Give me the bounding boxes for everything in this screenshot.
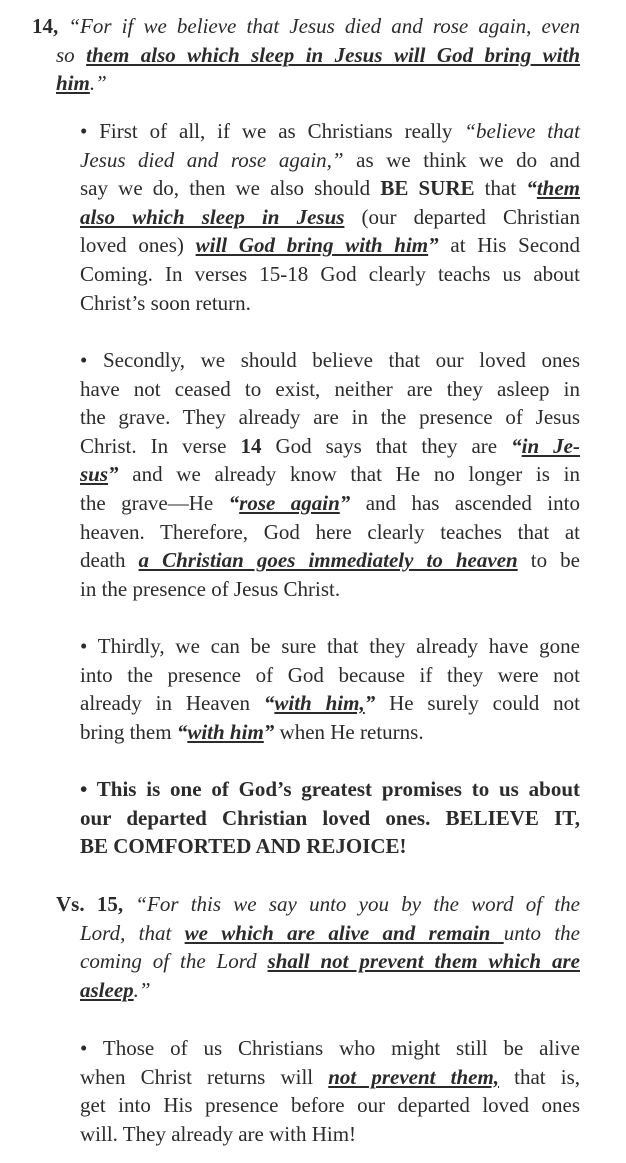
emphasis-underline: them also which sleep in Jesus will God bring with [86, 42, 580, 67]
emphasis-underline: shall not prevent them which are [267, 949, 580, 974]
verse-14-line-3: him.” [56, 71, 107, 96]
emphasis-underline: not prevent them, [328, 1064, 500, 1089]
verse-14-quote [32, 12, 580, 98]
emphasis-underline: a Christian goes immediately to heaven [138, 548, 518, 573]
emphasis-underline: sus [80, 462, 109, 487]
bullet-paragraph-2: • Secondly, we should believe that our loved ones have not ceased to exist, neither are they asleep in the grave. They already are in the presence of Jesus Christ. In verse 14 God says that they are “in Je- sus” and we already know that He no longer is in the grave—He “rose again” and has ascended into heaven. Therefore, God here clearly teaches that at death a Christian goes immediately to heaven to be in the presence of Jesus Christ. [80, 348, 580, 601]
verse-number: 14, [32, 14, 59, 38]
bullet-paragraph-3: • Thirdly, we can be sure that they already have gone into the presence of God because if they were not already in Heaven “with him,” He surely could not bring them “with him” when He returns. [80, 634, 580, 744]
bullet-paragraph-1: • First of all, if we as Christians really “believe that Jesus died and rose again,” as we think we do and say we do, then we also should BE SURE that “them also which sleep in Jesus (our departed Christian loved ones) will God bring with him” at His Second Coming. In verses 15-18 God clearly teachs us about Christ’s soon return. [80, 119, 580, 315]
emphasis-underline: also which sleep in Jesus [80, 204, 345, 229]
verse-14-line-1: 14, “For if we believe that Jesus died and rose again, even [32, 14, 580, 38]
bullet-paragraph-5: • Those of us Christians who might still be alive when Christ returns will not prevent them, that is, get into His presence before our departed loved ones will. They already are with Him! [80, 1036, 580, 1146]
emphasis-underline: with him, [274, 691, 365, 716]
verse-14-line-2: so them also which sleep in Jesus will God bring with [56, 42, 580, 67]
emphasis-underline: will God bring with him [195, 233, 429, 258]
verse-label: Vs. 15, [56, 892, 124, 916]
emphasis-underline: rose again [239, 490, 340, 515]
emphasis-underline: with him [187, 719, 264, 744]
bullet-paragraph-4: • This is one of God’s greatest promises to us about our departed Christian loved ones. BELIEVE IT, BE COMFORTED AND REJOICE! [80, 777, 580, 859]
verse-15-quote: Vs. 15, “For this we say unto you by the word of the Lord, that we which are alive and remain unto the coming of the Lord shall not prevent them which are asleep.” [56, 892, 580, 1002]
emphasis-underline: in Je- [521, 433, 580, 458]
emphasis-underline: them [536, 176, 580, 201]
emphasis-underline: him [56, 71, 90, 96]
emphasis-underline: we which are alive and remain [184, 920, 504, 945]
emphasis-underline: asleep [80, 977, 134, 1002]
